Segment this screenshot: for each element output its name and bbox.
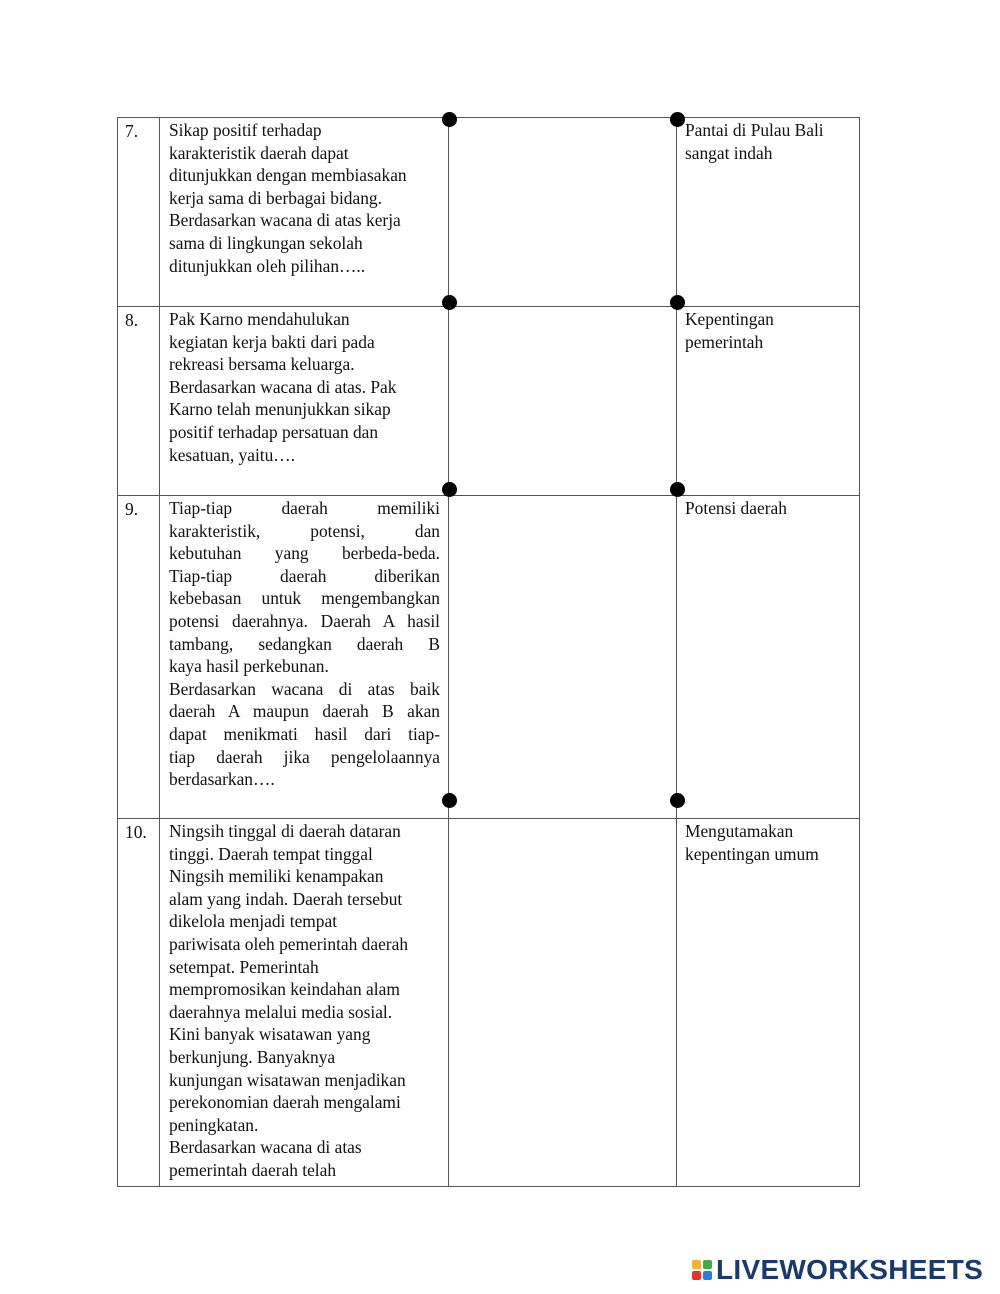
question-line: tiap daerah jika pengelolaannya <box>169 746 440 767</box>
blank-cell <box>449 496 677 819</box>
logo-icon <box>692 1260 712 1280</box>
question-cell <box>160 118 449 307</box>
logo-text: LIVEWORKSHEETS <box>716 1254 984 1285</box>
table-row <box>118 307 860 496</box>
table-row <box>118 819 860 1187</box>
question-line: berdasarkan…. <box>169 769 275 790</box>
question-line: potensi daerahnya. Daerah A hasil <box>169 610 440 631</box>
question-cell <box>160 496 449 819</box>
match-dot-left-7[interactable] <box>442 112 457 127</box>
question-line: tambang, sedangkan daerah B <box>169 633 440 654</box>
logo-square <box>703 1271 712 1280</box>
match-dot-left-9[interactable] <box>442 482 457 497</box>
blank-cell <box>449 307 677 496</box>
question-text: Pak Karno mendahulukan kegiatan kerja bakti dari pada rekreasi bersama keluarga. Berdasarkan wacana di atas. Pak Karno telah menunjukkan sikap positif terhadap persatuan dan kesatuan, yaitu…. <box>169 309 397 465</box>
question-text <box>169 497 440 791</box>
question-number: 10. <box>118 819 160 1187</box>
table-row <box>118 118 860 307</box>
question-line: Tiap-tiap daerah memiliki <box>169 498 440 518</box>
question-text: Sikap positif terhadap karakteristik daerah dapat ditunjukkan dengan membiasakan kerja sama di berbagai bidang. Berdasarkan wacana di atas kerja sama di lingkungan sekolah ditunjukkan oleh pilihan….. <box>169 120 407 276</box>
question-line: kebebasan untuk mengembangkan <box>169 588 440 609</box>
question-number: 8. <box>118 307 160 496</box>
question-line: kebutuhan yang berbeda-beda. <box>169 543 440 564</box>
blank-cell <box>449 819 677 1187</box>
match-dot-right-10[interactable] <box>670 793 685 808</box>
table-row <box>118 496 860 819</box>
question-line: karakteristik, potensi, dan <box>169 520 440 541</box>
match-dot-right-9[interactable] <box>670 482 685 497</box>
match-dot-left-8[interactable] <box>442 295 457 310</box>
logo-square <box>703 1260 712 1269</box>
logo-square <box>692 1271 701 1280</box>
question-number: 9. <box>118 496 160 819</box>
matching-table <box>117 117 860 1187</box>
question-line: Tiap-tiap daerah diberikan <box>169 565 440 586</box>
match-dot-right-8[interactable] <box>670 295 685 310</box>
question-text: Ningsih tinggal di daerah dataran tinggi. Daerah tempat tinggal Ningsih memiliki kenampakan alam yang indah. Daerah tersebut dikelola menjadi tempat pariwisata oleh pemerintah daerah setempat. Pemerintah mempromosikan keindahan alam daerahnya melalui media sosial. Kini banyak wisatawan yang berkunjung. Banyaknya kunjungan wisatawan menjadikan perekonomian daerah mengalami peningkatan. Berdasarkan wacana di atas pemerintah daerah telah <box>169 821 409 1180</box>
answer-option: Kepentingan pemerintah <box>677 307 860 496</box>
liveworksheets-logo <box>692 1255 983 1285</box>
answer-option: Potensi daerah <box>677 496 860 819</box>
question-cell <box>160 819 449 1187</box>
answer-option: Pantai di Pulau Bali sangat indah <box>677 118 860 307</box>
question-line: Berdasarkan wacana di atas baik <box>169 678 440 699</box>
logo-square <box>692 1260 701 1269</box>
answer-option: Mengutamakan kepentingan umum <box>677 819 860 1187</box>
question-number: 7. <box>118 118 160 307</box>
blank-cell <box>449 118 677 307</box>
match-dot-right-7[interactable] <box>670 112 685 127</box>
match-dot-left-10[interactable] <box>442 793 457 808</box>
question-line: kaya hasil perkebunan. <box>169 656 329 677</box>
question-line: daerah A maupun daerah B akan <box>169 701 440 722</box>
question-cell <box>160 307 449 496</box>
question-line: dapat menikmati hasil dari tiap- <box>169 723 440 744</box>
